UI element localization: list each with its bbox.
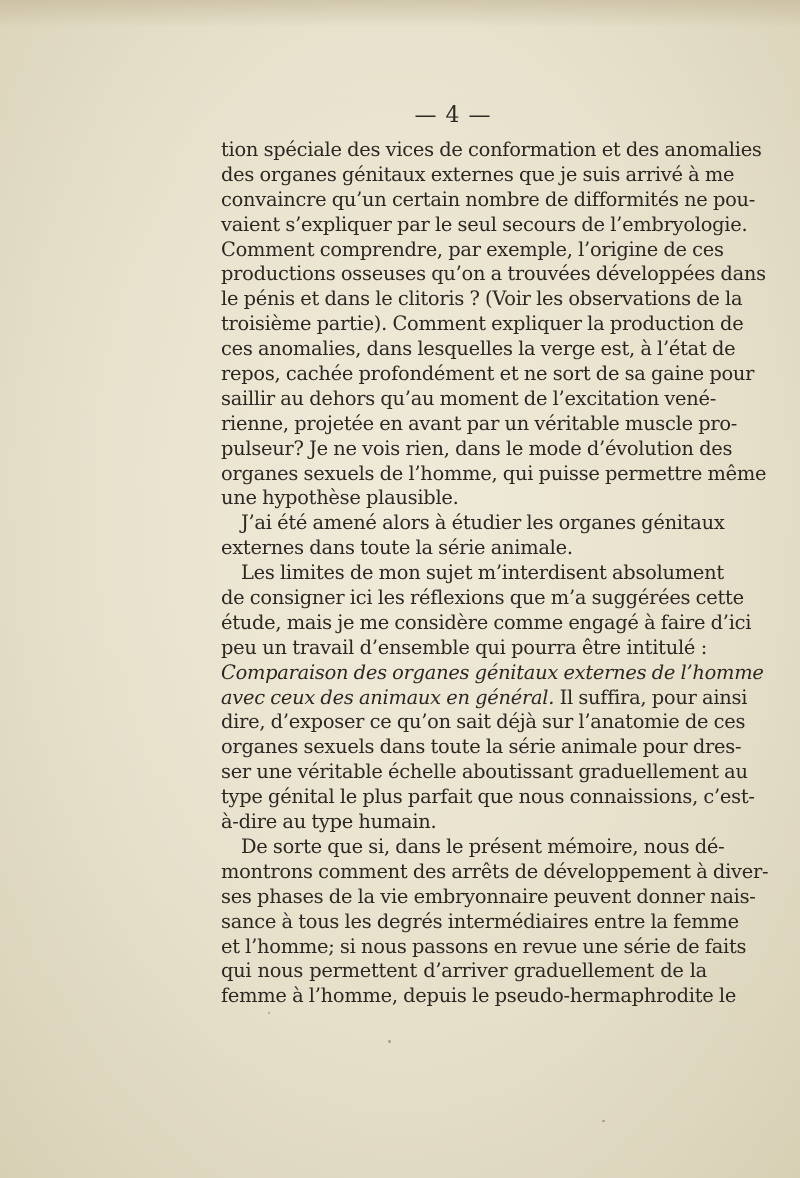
text-line: externes dans toute la série animale. xyxy=(221,536,573,560)
body-text xyxy=(221,138,769,1009)
page-edge-shadow xyxy=(0,0,800,28)
text-line: qui nous permettent d’arriver graduellement de la xyxy=(221,959,707,983)
text-line: vaient s’expliquer par le seul secours de l’embryologie. xyxy=(221,212,748,236)
text-line: montrons comment des arrêts de développement à diver- xyxy=(221,859,769,883)
text-line: à-dire au type humain. xyxy=(221,810,437,834)
page-number: — 4 — xyxy=(414,103,492,128)
text-line-mixed xyxy=(221,685,748,711)
text-line: de consigner ici les réflexions que m’a suggérées cette xyxy=(221,586,744,610)
text-line-continuation: Il suffira, pour ainsi xyxy=(554,685,748,709)
text-line: organes sexuels dans toute la série animale pour dres- xyxy=(221,735,742,759)
text-line: organes sexuels de l’homme, qui puisse permettre même xyxy=(221,461,767,485)
text-line: troisième partie). Comment expliquer la production de xyxy=(221,312,744,336)
text-line: J’ai été amené alors à étudier les organes génitaux xyxy=(241,511,725,535)
paper-speck xyxy=(388,1040,391,1043)
text-line: ser une véritable échelle aboutissant graduellement au xyxy=(221,760,748,784)
text-line: et l’homme; si nous passons en revue une série de faits xyxy=(221,934,747,958)
text-line: une hypothèse plausible. xyxy=(221,486,459,510)
text-line: type génital le plus parfait que nous connaissions, c’est- xyxy=(221,785,755,809)
paper-speck xyxy=(602,1120,605,1122)
text-line: peu un travail d’ensemble qui pourra être intitulé : xyxy=(221,635,707,659)
italic-title-line: Comparaison des organes génitaux externes de l’homme xyxy=(221,660,764,684)
text-line: femme à l’homme, depuis le pseudo-hermaphrodite le xyxy=(221,984,737,1008)
text-line: étude, mais je me considère comme engagé à faire d’ici xyxy=(221,610,752,634)
text-line: dire, d’exposer ce qu’on sait déjà sur l’anatomie de ces xyxy=(221,710,746,734)
text-line: pulseur? Je ne vois rien, dans le mode d’évolution des xyxy=(221,436,733,460)
text-line: De sorte que si, dans le présent mémoire, nous dé- xyxy=(241,834,725,858)
paper-speck xyxy=(708,1000,710,1002)
text-line: rienne, projetée en avant par un véritable muscle pro- xyxy=(221,411,738,435)
text-line: tion spéciale des vices de conformation et des anomalies xyxy=(221,138,762,161)
text-line: Les limites de mon sujet m’interdisent absolument xyxy=(241,561,724,585)
italic-title-end: avec ceux des animaux en général. xyxy=(221,685,555,709)
paper-speck xyxy=(268,1012,270,1014)
text-line: Comment comprendre, par exemple, l’origine de ces xyxy=(221,237,724,261)
text-line: ces anomalies, dans lesquelles la verge est, à l’état de xyxy=(221,337,736,361)
text-line: ses phases de la vie embryonnaire peuvent donner nais- xyxy=(221,884,756,908)
text-line: sance à tous les degrés intermédiaires entre la femme xyxy=(221,909,739,933)
text-line: des organes génitaux externes que je suis arrivé à me xyxy=(221,162,735,186)
text-line: le pénis et dans le clitoris ? (Voir les observations de la xyxy=(221,287,743,311)
text-line: productions osseuses qu’on a trouvées développées dans xyxy=(221,262,766,286)
text-line: repos, cachée profondément et ne sort de sa gaine pour xyxy=(221,362,755,386)
text-line: convaincre qu’un certain nombre de difformités ne pou- xyxy=(221,187,756,211)
text-line: saillir au dehors qu’au moment de l’excitation vené- xyxy=(221,386,717,410)
